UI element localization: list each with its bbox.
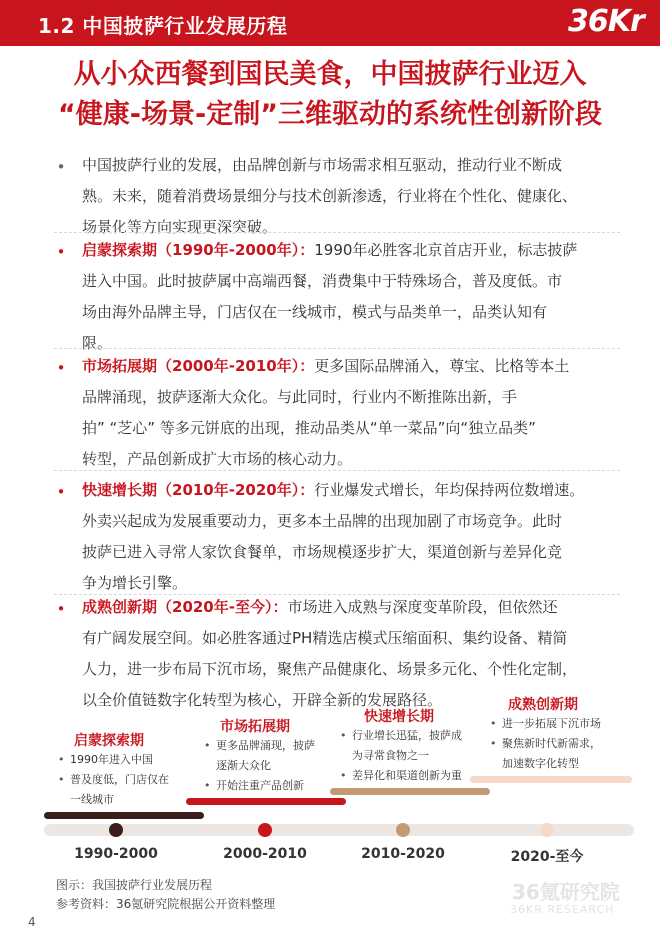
- period-paragraph-1: [82, 235, 620, 359]
- text-line: 争为增长引擎。: [82, 574, 188, 592]
- watermark-logo: 36氪研究院: [512, 880, 620, 904]
- timeline-dot: [258, 823, 272, 837]
- phase-item: 加速数字化转型: [502, 757, 579, 770]
- text-line: [82, 475, 620, 506]
- phase-item: 1990年进入中国: [70, 753, 153, 766]
- phase-item: 开始注重产品创新: [216, 779, 304, 792]
- bullet-icon: •: [56, 600, 66, 618]
- timeline-dot: [540, 823, 554, 837]
- text-line: [82, 235, 620, 266]
- period-paragraph-3: [82, 475, 620, 599]
- phase-item: 更多品牌涌现，披萨: [216, 739, 315, 752]
- phase-item: 逐渐大众化: [216, 759, 271, 772]
- bullet-icon: •: [56, 243, 66, 261]
- text-line: [82, 351, 620, 382]
- phase-bar: [330, 788, 490, 795]
- text-line: 限。: [82, 334, 113, 352]
- period-paragraph-2: [82, 351, 620, 475]
- phase-item: 普及度低，门店仅在: [70, 773, 169, 786]
- bullet-icon: •: [56, 158, 66, 176]
- phase-title: 成熟创新期: [508, 697, 578, 713]
- page-number: 4: [28, 915, 36, 929]
- section-title: 1.2 中国披萨行业发展历程: [38, 14, 288, 38]
- phase-bar: [186, 798, 346, 805]
- period-label: 成熟创新期（2020年-至今）：: [82, 598, 288, 616]
- text-line: 品牌涌现，披萨逐渐大众化。与此同时，行业内不断推陈出新，手: [82, 388, 518, 406]
- phase-title: 启蒙探索期: [74, 733, 144, 749]
- period-label: 快速增长期（2010年-2020年）：: [82, 481, 315, 499]
- year-label: 2020-至今: [510, 849, 584, 865]
- item-bullet: •: [204, 739, 211, 752]
- period-text: 行业爆发式增长，年均保持两位数增速。: [314, 481, 585, 499]
- period-text: 更多国际品牌涌入，尊宝、比格等本土: [314, 357, 570, 375]
- timeline-dot: [109, 823, 123, 837]
- period-label: 市场拓展期（2000年-2010年）：: [82, 357, 315, 375]
- headline-line-1: 从小众西餐到国民美食，中国披萨行业迈入: [73, 59, 587, 90]
- watermark-subtitle: 36KR RESEARCH: [510, 903, 615, 916]
- year-label: 1990-2000: [74, 846, 158, 862]
- figure-caption: 图示：我国披萨行业发展历程: [56, 878, 213, 892]
- text-line: 有广阔发展空间。如必胜客通过PH精选店模式压缩面积、集约设备、精简: [82, 629, 568, 647]
- text-line: 拍” “芝心” 等多元饼底的出现，推动品类从“单一菜品”向“独立品类”: [82, 419, 536, 437]
- phase-item: 差异化和渠道创新为重: [352, 769, 462, 782]
- period-text: 1990年必胜客北京首店开业，标志披萨: [314, 241, 578, 259]
- phase-bar: [470, 776, 632, 783]
- text-line: 披萨已进入寻常人家饮食餐单，市场规模逐步扩大，渠道创新与差异化竞: [82, 543, 563, 561]
- header-bar: [0, 0, 660, 46]
- headline-line-2: “健康-场景-定制”三维驱动的系统性创新阶段: [58, 99, 602, 130]
- period-text: 市场进入成熟与深度变革阶段，但依然还: [287, 598, 558, 616]
- phase-item: 进一步拓展下沉市场: [502, 717, 601, 730]
- item-bullet: •: [204, 779, 211, 792]
- text-line: 场由海外品牌主导，门店仅在一线城市，模式与品类单一，品类认知有: [82, 303, 548, 321]
- source-note: 参考资料：36氪研究院根据公开资料整理: [56, 897, 276, 911]
- brand-logo: 36Kr: [568, 4, 644, 39]
- bullet-icon: •: [56, 359, 66, 377]
- period-label: 启蒙探索期（1990年-2000年）：: [82, 241, 315, 259]
- divider: [54, 232, 620, 233]
- timeline-dot: [396, 823, 410, 837]
- phase-item: 一线城市: [70, 793, 114, 806]
- phase-bar: [44, 812, 204, 819]
- text-line: 熟。未来，随着消费场景细分与技术创新渗透，行业将在个性化、健康化、: [82, 187, 578, 205]
- phase-title: 市场拓展期: [220, 719, 290, 735]
- text-line: [82, 592, 620, 623]
- phase-item: 行业增长迅猛，披萨成: [352, 729, 462, 742]
- text-line: 转型，产品创新成扩大市场的核心动力。: [82, 450, 353, 468]
- text-line: 外卖兴起成为发展重要动力，更多本土品牌的出现加剧了市场竞争。此时: [82, 512, 563, 530]
- bullet-icon: •: [56, 483, 66, 501]
- item-bullet: •: [340, 769, 347, 782]
- item-bullet: •: [490, 737, 497, 750]
- year-label: 2000-2010: [223, 846, 307, 862]
- text-line: 中国披萨行业的发展，由品牌创新与市场需求相互驱动，推动行业不断成: [82, 156, 563, 174]
- text-line: 进入中国。此时披萨属中高端西餐，消费集中于特殊场合，普及度低。市: [82, 272, 563, 290]
- text-line: 场景化等方向实现更深突破。: [82, 218, 278, 236]
- phase-title: 快速增长期: [364, 709, 434, 725]
- text-line: 以全价值链数字化转型为核心，开辟全新的发展路径。: [82, 691, 443, 709]
- phase-item: 聚焦新时代新需求，: [502, 737, 601, 750]
- item-bullet: •: [58, 753, 65, 766]
- year-label: 2010-2020: [361, 846, 445, 862]
- text-line: 人力，进一步布局下沉市场，聚焦产品健康化、场景多元化、个性化定制，: [82, 660, 578, 678]
- divider: [54, 470, 620, 471]
- item-bullet: •: [58, 773, 65, 786]
- phase-item: 为寻常食物之一: [352, 749, 429, 762]
- divider: [54, 348, 620, 349]
- intro-paragraph: [82, 150, 620, 243]
- item-bullet: •: [490, 717, 497, 730]
- item-bullet: •: [340, 729, 347, 742]
